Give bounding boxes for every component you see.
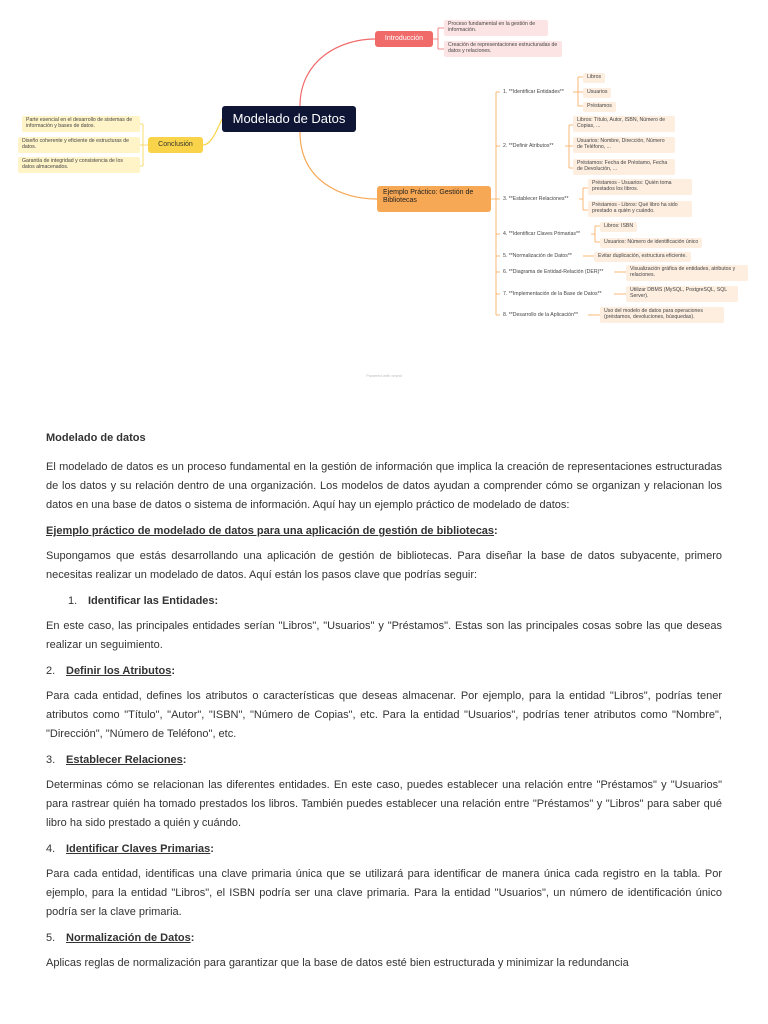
section-4-title: Identificar Claves Primarias: [66, 843, 211, 855]
step-4-item-1: Libros: ISBN: [600, 222, 637, 232]
step-2-item-3: Préstamos: Fecha de Préstamo, Fecha de Devolución, ...: [573, 159, 675, 175]
conclusion-item-3: Garantía de integridad y consistencia de los datos almacenados.: [18, 157, 140, 173]
intro-item-1: Proceso fundamental en la gestión de información.: [444, 20, 548, 36]
step-1-item-3: Préstamos: [583, 102, 616, 112]
section-2-title: Definir los Atributos: [66, 665, 172, 677]
intro-label: Introducción: [384, 34, 424, 42]
section-4-number: 4.: [46, 843, 56, 855]
root-node[interactable]: [222, 106, 356, 132]
step-1-item-1: Libros: [583, 73, 605, 83]
step-5[interactable]: 5. **Normalización de Datos**: [503, 253, 572, 259]
step-4-item-2: Usuarios: Número de identificación único: [600, 238, 702, 248]
step-1[interactable]: 1. **Identificar Entidades**: [503, 89, 564, 95]
conclusion-label: Conclusión: [158, 140, 193, 148]
connector-step1-leaves: [573, 77, 583, 106]
section-1-heading: 1. Identificar las Entidades:: [68, 595, 219, 607]
section-3-number: 3.: [46, 754, 56, 766]
xmind-watermark: Powered with xmind: [366, 373, 402, 378]
connector-root-ejemplo: [300, 132, 377, 199]
section-3-heading: 3. Establecer Relaciones:: [46, 754, 187, 766]
connector-step3-leaves: [579, 188, 588, 210]
section-2-heading: 2. Definir los Atributos:: [46, 665, 175, 677]
conclusion-item-1: Parte esencial en el desarrollo de sistemas de información y bases de datos.: [22, 116, 140, 132]
step-7-item-1: Utilizar DBMS (MySQL, PostgreSQL, SQL Server).: [626, 286, 738, 302]
section-5-title: Normalización de Datos: [66, 932, 191, 944]
section-4-text: Para cada entidad, identificas una clave primaria única que se utilizará para identificar de manera única cada registro en la tabla. Por ejemplo, para la entidad "Libros", el ISBN podría ser una clave primaria. Para la entidad "Usuarios", un número de identificación único podría ser la clave primaria.: [46, 868, 722, 918]
example-paragraph: Supongamos que estás desarrollando una aplicación de gestión de bibliotecas. Para diseñar la base de datos subyacente, primero necesitas realizar un modelado de datos. Aquí están los pasos clave que podrías seguir:: [46, 550, 722, 581]
connector-root-intro: [300, 39, 375, 106]
intro-node[interactable]: [375, 31, 433, 47]
step-4[interactable]: 4. **Identificar Claves Primarias**: [503, 231, 580, 237]
intro-item-2: Creación de representaciones estructuradas de datos y relaciones.: [444, 41, 562, 57]
step-3-item-2: Préstamos - Libros: Qué libro ha sido prestado a quién y cuándo.: [588, 201, 692, 217]
section-1-number: 1.: [68, 595, 78, 607]
example-heading: [46, 525, 722, 537]
example-heading-text: Ejemplo práctico de modelado de datos para una aplicación de gestión de bibliotecas: [46, 525, 495, 537]
section-3-text: Determinas cómo se relacionan las diferentes entidades. En este caso, puedes establecer una relación entre "Préstamos" y "Usuarios" para rastrear quién ha tomado prestados los libros. También puedes establecer una relación entre "Préstamos" y "Libros" para saber qué libro ha sido prestado a quién y cuándo.: [46, 779, 722, 829]
connector-step2-leaves: [565, 125, 573, 168]
section-5-number: 5.: [46, 932, 56, 944]
conclusion-item-2: Diseño coherente y eficiente de estructuras de datos.: [18, 137, 140, 153]
connector-step4-leaves: [591, 226, 600, 242]
connector-root-conclusion: [203, 119, 222, 145]
section-1-title: Identificar las Entidades: [88, 595, 215, 607]
step-8-item-1: Uso del modelo de datos para operaciones (préstamos, devoluciones, búsquedas).: [600, 307, 724, 323]
step-5-item-1: Evitar duplicación, estructura eficiente.: [594, 252, 691, 262]
document-title: Modelado de datos: [46, 432, 146, 444]
connector-intro-leaves: [433, 28, 444, 49]
step-2[interactable]: 2. **Definir Atributos**: [503, 143, 554, 149]
mind-map: [0, 0, 768, 390]
section-2-number: 2.: [46, 665, 56, 677]
section-3-title: Establecer Relaciones: [66, 754, 183, 766]
section-5-heading: 5. Normalización de Datos:: [46, 932, 195, 944]
document-body: [46, 432, 722, 983]
section-4-heading: 4. Identificar Claves Primarias:: [46, 843, 214, 855]
step-1-item-2: Usuarios: [583, 88, 611, 98]
step-7[interactable]: 7. **Implementación de la Base de Datos**: [503, 291, 602, 297]
step-3[interactable]: 3. **Establecer Relaciones**: [503, 196, 569, 202]
example-heading-suffix: :: [494, 525, 498, 537]
step-8[interactable]: 8. **Desarrollo de la Aplicación**: [503, 312, 578, 318]
step-2-item-2: Usuarios: Nombre, Dirección, Número de Teléfono, ...: [573, 137, 675, 153]
section-2-text: Para cada entidad, defines los atributos o características que deseas almacenar. Por ejemplo, para la entidad "Libros", podrías tener atributos como "Título", "Autor", "ISBN", "Número de Copias", etc. Para la entidad "Usuarios", podrías tener atributos como "Nombre", "Dirección", "Número de Teléfono", etc.: [46, 690, 722, 740]
step-6[interactable]: 6. **Diagrama de Entidad-Relación (DER)**: [503, 269, 604, 275]
conclusion-node[interactable]: [148, 137, 203, 153]
step-3-item-1: Préstamos - Usuarios: Quién toma prestados los libros.: [588, 179, 692, 195]
root-label: Modelado de Datos: [232, 110, 346, 126]
step-2-item-1: Libros: Título, Autor, ISBN, Número de Copias, ...: [573, 116, 675, 132]
connector-conclusion-leaves: [140, 124, 148, 166]
step-6-item-1: Visualización gráfica de entidades, atributos y relaciones.: [626, 265, 748, 281]
ejemplo-label: Ejemplo Práctico: Gestión de Bibliotecas: [383, 189, 474, 205]
connector-ejemplo-steps: [491, 92, 500, 315]
intro-paragraph: El modelado de datos es un proceso fundamental en la gestión de información que implica la creación de representaciones estructuradas de los datos y su relación dentro de una organización. Los modelos de datos ayudan a comprender cómo se organizan y relacionan los datos en una base de datos o sistema de información. Aquí hay un ejemplo práctico de modelado de datos:: [46, 461, 722, 511]
section-5-text: Aplicas reglas de normalización para garantizar que la base de datos esté bien estructurada y minimizar la redundancia: [46, 957, 629, 969]
section-1-text: En este caso, las principales entidades serían "Libros", "Usuarios" y "Préstamos". Estas son las principales cosas sobre las que deseas realizar un seguimiento.: [46, 620, 722, 651]
ejemplo-node[interactable]: [377, 186, 491, 212]
